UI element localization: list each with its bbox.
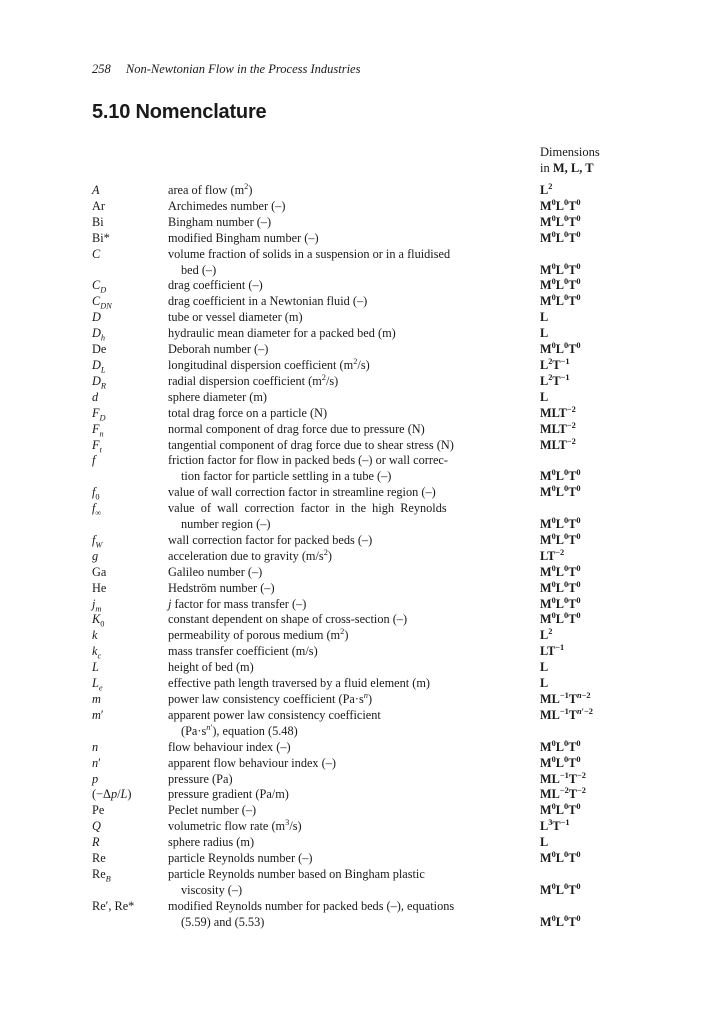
description	[168, 612, 538, 628]
symbol: $K_0$	[92, 612, 105, 629]
description	[168, 756, 538, 772]
description	[168, 231, 538, 247]
dimensions: $MLT^{-2}$	[540, 420, 576, 436]
symbol: m	[92, 692, 101, 706]
description	[168, 199, 538, 215]
nomenclature-row	[92, 453, 612, 485]
nomenclature-row	[92, 628, 612, 644]
dimensions: $L^2T^{-1}$	[540, 356, 570, 372]
symbol: D	[92, 310, 101, 325]
description	[168, 326, 538, 342]
dimensions: L	[540, 326, 549, 341]
dimensions-header-units: M, L, T	[552, 161, 594, 175]
symbol: He	[92, 580, 107, 595]
nomenclature-row	[92, 183, 612, 199]
symbol: De	[92, 342, 107, 357]
nomenclature-row	[92, 326, 612, 342]
nomenclature-row	[92, 612, 612, 628]
description-line: sphere diameter (m)	[168, 389, 268, 404]
description-line: bed (–)	[181, 262, 217, 277]
description-line: pressure gradient (Pa/m)	[168, 787, 289, 802]
description-line: flow behaviour index (–)	[168, 739, 291, 754]
dimensions: $ML^{-1}T^{n'-2}$	[540, 706, 593, 722]
symbol: (−Δp/L)	[92, 787, 132, 802]
nomenclature-row	[92, 803, 612, 819]
description-line: volumetric flow rate $(m^3/s)$	[168, 818, 302, 834]
symbol: $D_R$	[92, 373, 106, 391]
description-line: Deborah number (–)	[168, 342, 269, 357]
description-line: Hedström number (–)	[168, 580, 275, 595]
nomenclature-row	[92, 692, 612, 708]
dimensions-header-line1: Dimensions	[540, 145, 600, 159]
nomenclature-row	[92, 199, 612, 215]
nomenclature-row	[92, 597, 612, 613]
symbol: $f_W$	[92, 532, 103, 550]
description-line: apparent power law consistency coefficient	[168, 707, 381, 722]
description-line: drag coefficient (–)	[168, 278, 263, 293]
description-line: value of wall correction factor in the high Reynolds	[168, 501, 447, 516]
dimensions: $M^0L^0T^0$	[540, 802, 581, 818]
symbol: Q	[92, 819, 101, 834]
description	[168, 310, 538, 326]
dimensions: L	[540, 835, 549, 850]
nomenclature-row	[92, 358, 612, 374]
description	[168, 819, 538, 835]
description	[168, 772, 538, 788]
description-line: friction factor for flow in packed beds (–) or wall correc-	[168, 453, 448, 468]
dimensions: $M^0L^0T^0$	[540, 849, 581, 866]
description	[168, 453, 538, 485]
dimensions: L	[540, 389, 549, 404]
description-line: j factor for mass transfer (–)	[168, 596, 307, 611]
symbol: $C_{DN}$	[92, 294, 112, 311]
symbol: $F_n$	[92, 421, 104, 439]
dimensions: $M^0L^0T^0$	[540, 595, 581, 611]
description	[168, 485, 538, 501]
dimensions: $M^0L^0T^0$	[540, 579, 581, 595]
description-line: Galileo number (–)	[168, 564, 263, 579]
nomenclature-row	[92, 533, 612, 549]
description-line: effective path length traversed by a fluid element (m)	[168, 676, 430, 691]
description-line: drag coefficient in a Newtonian fluid (–)	[168, 294, 368, 309]
description	[168, 342, 538, 358]
dimensions: $M^0L^0T^0$	[540, 754, 581, 770]
symbol: m′	[92, 707, 104, 722]
description-line: area of flow $(m^2)$	[168, 181, 253, 197]
nomenclature-table	[92, 183, 612, 931]
nomenclature-row	[92, 374, 612, 390]
symbol: Ga	[92, 564, 107, 579]
dimensions: $M^0L^0T^0$	[540, 611, 581, 627]
description-line: Peclet number (–)	[168, 803, 257, 818]
nomenclature-row	[92, 708, 612, 740]
description	[168, 708, 538, 740]
symbol: L	[92, 660, 99, 675]
description	[168, 549, 538, 565]
dimensions: $L^2$	[540, 181, 553, 197]
symbol: d	[92, 389, 99, 404]
description-line: constant dependent on shape of cross-section (–)	[168, 612, 408, 627]
symbol: $j_m$	[92, 596, 102, 614]
nomenclature-row	[92, 867, 612, 899]
description	[168, 247, 538, 279]
description	[168, 628, 538, 644]
dimensions-header-prefix: in	[540, 161, 553, 175]
description-line: hydraulic mean diameter for a packed bed (m)	[168, 326, 396, 341]
description	[168, 501, 538, 533]
dimensions: $M^0L^0T^0$	[540, 229, 581, 245]
description-line: power law consistency coefficient $(Pa\cdot s^n)$	[168, 690, 373, 706]
dimensions: $M^0L^0T^0$	[540, 340, 581, 357]
nomenclature-row	[92, 676, 612, 692]
symbol: $F_D$	[92, 405, 106, 423]
nomenclature-row	[92, 278, 612, 294]
description-line: Bingham number (–)	[168, 214, 272, 229]
dimensions: $L^2T^{-1}$	[540, 372, 570, 388]
dimensions: $LT^{-1}$	[540, 643, 565, 659]
nomenclature-row	[92, 787, 612, 803]
nomenclature-row	[92, 438, 612, 454]
description	[168, 676, 538, 692]
description-line: radial dispersion coefficient $(m^2/s)$	[168, 372, 339, 388]
symbol: k	[92, 628, 98, 643]
symbol: C	[92, 246, 101, 261]
dimensions: $M^0L^0T^0$	[540, 213, 581, 229]
dimensions: $M^0L^0T^0$	[540, 515, 581, 532]
dimensions: $M^0L^0T^0$	[540, 197, 581, 213]
description	[168, 597, 538, 613]
symbol: n′	[92, 755, 101, 770]
description	[168, 533, 538, 549]
description-line: Archimedes number (–)	[168, 198, 286, 213]
description-line: sphere radius (m)	[168, 835, 255, 850]
description	[168, 803, 538, 819]
description-line: value of wall correction factor in streamline region (–)	[168, 485, 436, 500]
dimensions: $M^0L^0T^0$	[540, 738, 581, 754]
nomenclature-row	[92, 549, 612, 565]
description-line: viscosity (–)	[181, 882, 243, 897]
symbol: g	[92, 548, 99, 563]
dimensions: $LT^{-2}$	[540, 547, 565, 563]
dimensions: $ML^{-1}T^{n-2}$	[540, 690, 591, 706]
nomenclature-row	[92, 899, 612, 931]
dimensions-header-line2	[540, 160, 600, 176]
description	[168, 581, 538, 597]
nomenclature-row	[92, 851, 612, 867]
description-line: pressure (Pa)	[168, 771, 233, 786]
symbol: $C_D$	[92, 278, 107, 295]
symbol: n	[92, 739, 99, 754]
description	[168, 835, 538, 851]
description	[168, 215, 538, 231]
description	[168, 294, 538, 310]
description-line: permeability of porous medium $(m^2)$	[168, 627, 349, 643]
description-line: height of bed (m)	[168, 660, 254, 675]
description	[168, 358, 538, 374]
description-line: tangential component of drag force due to shear stress (N)	[168, 437, 454, 452]
description-line: normal component of drag force due to pressure (N)	[168, 421, 425, 436]
nomenclature-row	[92, 819, 612, 835]
description-line: longitudinal dispersion coefficient $(m^2/s)$	[168, 356, 370, 372]
description	[168, 565, 538, 581]
symbol: Ar	[92, 198, 105, 213]
dimensions: $M^0L^0T^0$	[540, 531, 581, 547]
description	[168, 899, 538, 931]
description-line: modified Bingham number (–)	[168, 230, 319, 245]
dimensions: $M^0L^0T^0$	[540, 293, 581, 309]
nomenclature-row	[92, 215, 612, 231]
nomenclature-row	[92, 342, 612, 358]
dimensions: $L^2$	[540, 627, 553, 643]
nomenclature-row	[92, 422, 612, 438]
nomenclature-row	[92, 740, 612, 756]
dimensions: $ML^{-2}T^{-2}$	[540, 786, 586, 802]
symbol: $D_L$	[92, 357, 106, 375]
description	[168, 867, 538, 899]
nomenclature-row	[92, 644, 612, 660]
symbol: f	[92, 453, 96, 468]
dimensions: $M^0L^0T^0$	[540, 277, 581, 293]
nomenclature-row	[92, 294, 612, 310]
description-line: number region (–)	[181, 517, 271, 532]
description-line: modified Reynolds number for packed beds (–), equations	[168, 898, 455, 913]
nomenclature-row	[92, 231, 612, 247]
nomenclature-row	[92, 660, 612, 676]
description-line: apparent flow behaviour index (–)	[168, 755, 336, 770]
dimensions: $M^0L^0T^0$	[540, 563, 581, 579]
symbol: R	[92, 835, 100, 850]
nomenclature-row	[92, 835, 612, 851]
page-number: 258	[92, 62, 111, 76]
dimensions: L	[540, 310, 549, 325]
nomenclature-row	[92, 772, 612, 788]
dimensions: $MLT^{-2}$	[540, 436, 576, 452]
description-line: $(Pa\cdot s^{n'})$, equation (5.48)	[181, 722, 298, 738]
description	[168, 740, 538, 756]
description	[168, 851, 538, 867]
symbol: Re′, Re*	[92, 898, 135, 913]
description	[168, 183, 538, 199]
symbol: $Re_B$	[92, 866, 111, 884]
symbol: $f_0$	[92, 485, 100, 502]
dimensions: $M^0L^0T^0$	[540, 468, 581, 484]
description-line: acceleration due to gravity $(m/s^2)$	[168, 547, 332, 563]
description-line: (5.59) and (5.53)	[181, 914, 265, 929]
dimensions: $MLT^{-2}$	[540, 404, 576, 420]
description	[168, 390, 538, 406]
description	[168, 660, 538, 676]
symbol: Bi*	[92, 230, 110, 245]
description-line: mass transfer coefficient (m/s)	[168, 644, 318, 659]
symbol: A	[92, 183, 100, 197]
nomenclature-row	[92, 565, 612, 581]
dimensions: $ML^{-1}T^{-2}$	[540, 770, 586, 786]
dimensions: L	[540, 660, 549, 675]
symbol: $D_h$	[92, 326, 106, 343]
book-title: Non-Newtonian Flow in the Process Industries	[125, 62, 361, 76]
nomenclature-row	[92, 501, 612, 533]
nomenclature-row	[92, 247, 612, 279]
dimensions: $M^0L^0T^0$	[540, 881, 581, 897]
description	[168, 644, 538, 660]
nomenclature-row	[92, 485, 612, 501]
symbol: $F_t$	[92, 437, 102, 454]
symbol: p	[92, 771, 99, 786]
description	[168, 422, 538, 438]
running-head	[92, 62, 360, 77]
nomenclature-row	[92, 310, 612, 326]
description-line: wall correction factor for packed beds (–)	[168, 532, 373, 547]
dimensions: $M^0L^0T^0$	[540, 913, 581, 929]
symbol: Bi	[92, 214, 104, 229]
dimensions: $M^0L^0T^0$	[540, 261, 581, 277]
description	[168, 374, 538, 390]
dimensions: $M^0L^0T^0$	[540, 484, 581, 500]
description-line: particle Reynolds number based on Bingham plastic	[168, 866, 425, 881]
symbol: $f_\infty$	[92, 501, 102, 518]
dimensions: $L^3T^{-1}$	[540, 818, 570, 834]
description-line: particle Reynolds number (–)	[168, 851, 313, 866]
description	[168, 692, 538, 708]
section-title: 5.10 Nomenclature	[92, 101, 267, 123]
description	[168, 787, 538, 803]
description-line: tion factor for particle settling in a tube (–)	[181, 469, 392, 484]
dimensions-column-header	[540, 144, 600, 176]
description	[168, 406, 538, 422]
nomenclature-row	[92, 756, 612, 772]
symbol: $L_e$	[92, 676, 103, 693]
nomenclature-row	[92, 390, 612, 406]
nomenclature-row	[92, 406, 612, 422]
nomenclature-row	[92, 581, 612, 597]
symbol: $k_c$	[92, 644, 102, 661]
description-line: total drag force on a particle (N)	[168, 405, 328, 420]
description-line: volume fraction of solids in a suspension or in a fluidised	[168, 246, 451, 261]
description	[168, 438, 538, 454]
dimensions: L	[540, 676, 549, 691]
description	[168, 278, 538, 294]
description-line: tube or vessel diameter (m)	[168, 310, 303, 325]
symbol: Pe	[92, 803, 105, 818]
symbol: Re	[92, 851, 106, 866]
